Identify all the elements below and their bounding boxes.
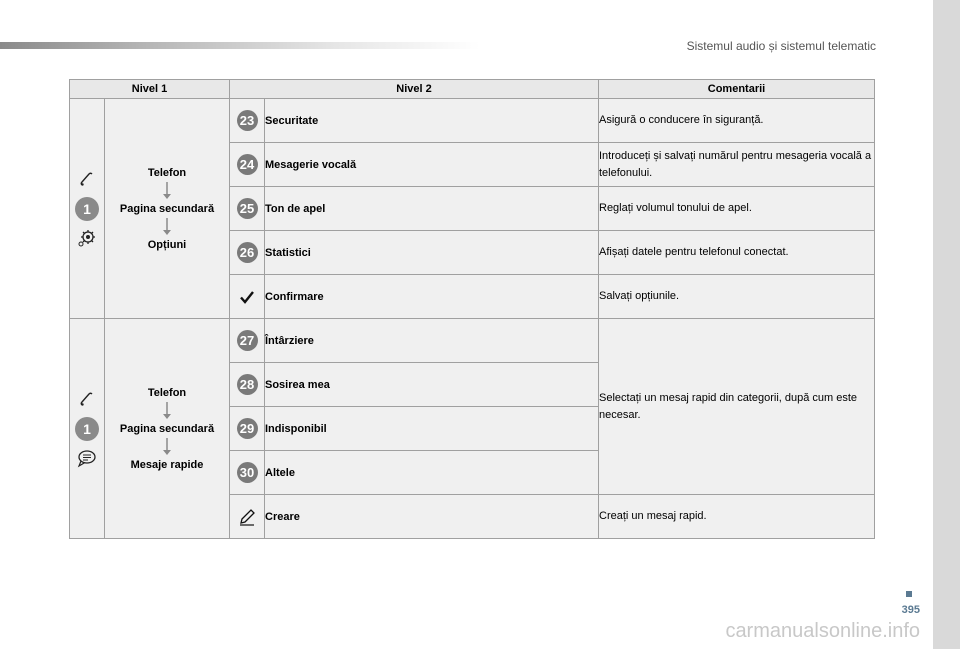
path-step-pagina-secundara: Pagina secundară bbox=[119, 422, 215, 435]
level2-label: Altele bbox=[265, 451, 599, 495]
level2-badge-cell bbox=[230, 143, 265, 187]
number-badge: 23 bbox=[237, 110, 258, 131]
number-badge: 26 bbox=[237, 242, 258, 263]
level2-badge-cell bbox=[230, 407, 265, 451]
table-row bbox=[70, 99, 875, 143]
level1-path-cell bbox=[105, 99, 230, 319]
column-header-comentarii: Comentarii bbox=[599, 80, 875, 99]
level2-label: Confirmare bbox=[265, 275, 599, 319]
phone-icon bbox=[76, 389, 98, 411]
watermark: carmanualsonline.info bbox=[725, 620, 920, 642]
arrow-down-icon bbox=[162, 402, 172, 420]
level2-badge-cell bbox=[230, 187, 265, 231]
pencil-icon bbox=[238, 508, 256, 526]
table-header-row bbox=[70, 80, 875, 99]
arrow-down-icon bbox=[162, 438, 172, 456]
shared-comment-cell: Selectați un mesaj rapid din categorii, după cum este necesar. bbox=[599, 319, 875, 495]
level2-label: Sosirea mea bbox=[265, 363, 599, 407]
level2-label: Securitate bbox=[265, 99, 599, 143]
message-icon bbox=[76, 447, 98, 469]
path-step-telefon: Telefon bbox=[147, 386, 187, 399]
number-badge: 24 bbox=[237, 154, 258, 175]
path-step-optiuni: Opțiuni bbox=[147, 238, 187, 251]
comment-cell: Asigură o conducere în siguranță. bbox=[599, 99, 875, 143]
arrow-down-icon bbox=[162, 182, 172, 200]
header-gradient-bar bbox=[0, 42, 480, 49]
level2-label: Mesagerie vocală bbox=[265, 143, 599, 187]
level2-badge-cell bbox=[230, 231, 265, 275]
level1-icons-cell bbox=[70, 319, 105, 539]
page-number: 395 bbox=[901, 604, 920, 616]
menu-table bbox=[69, 79, 875, 539]
level2-icon-cell bbox=[230, 275, 265, 319]
level1-path-cell bbox=[105, 319, 230, 539]
number-badge: 27 bbox=[237, 330, 258, 351]
comment-cell: Salvați opțiunile. bbox=[599, 275, 875, 319]
comment-cell: Reglați volumul tonului de apel. bbox=[599, 187, 875, 231]
comment-cell: Introduceți și salvați numărul pentru mesageria vocală a telefonului. bbox=[599, 143, 875, 187]
side-band bbox=[933, 0, 960, 649]
level2-label: Întârziere bbox=[265, 319, 599, 363]
level2-badge-cell bbox=[230, 99, 265, 143]
page-header-title: Sistemul audio și sistemul telematic bbox=[686, 39, 876, 53]
level2-badge-cell bbox=[230, 363, 265, 407]
checkmark-icon bbox=[239, 289, 255, 305]
level2-icon-cell bbox=[230, 495, 265, 539]
level2-label: Indisponibil bbox=[265, 407, 599, 451]
number-badge: 30 bbox=[237, 462, 258, 483]
level2-badge-cell bbox=[230, 451, 265, 495]
level2-label: Statistici bbox=[265, 231, 599, 275]
path-step-pagina-secundara: Pagina secundară bbox=[119, 202, 215, 215]
table-row bbox=[70, 319, 875, 363]
page-marker bbox=[906, 591, 912, 597]
path-step-telefon: Telefon bbox=[147, 166, 187, 179]
settings-icon bbox=[76, 227, 98, 249]
arrow-down-icon bbox=[162, 218, 172, 236]
path-step-mesaje-rapide: Mesaje rapide bbox=[130, 458, 204, 471]
number-badge: 25 bbox=[237, 198, 258, 219]
column-header-nivel1: Nivel 1 bbox=[70, 80, 230, 99]
phone-icon bbox=[76, 169, 98, 191]
level2-label: Creare bbox=[265, 495, 599, 539]
number-badge: 29 bbox=[237, 418, 258, 439]
number-badge: 28 bbox=[237, 374, 258, 395]
column-header-nivel2: Nivel 2 bbox=[230, 80, 599, 99]
level2-badge-cell bbox=[230, 319, 265, 363]
comment-cell: Afișați datele pentru telefonul conectat. bbox=[599, 231, 875, 275]
step-badge: 1 bbox=[75, 417, 99, 441]
step-badge: 1 bbox=[75, 197, 99, 221]
comment-cell: Creați un mesaj rapid. bbox=[599, 495, 875, 539]
level1-icons-cell bbox=[70, 99, 105, 319]
level2-label: Ton de apel bbox=[265, 187, 599, 231]
